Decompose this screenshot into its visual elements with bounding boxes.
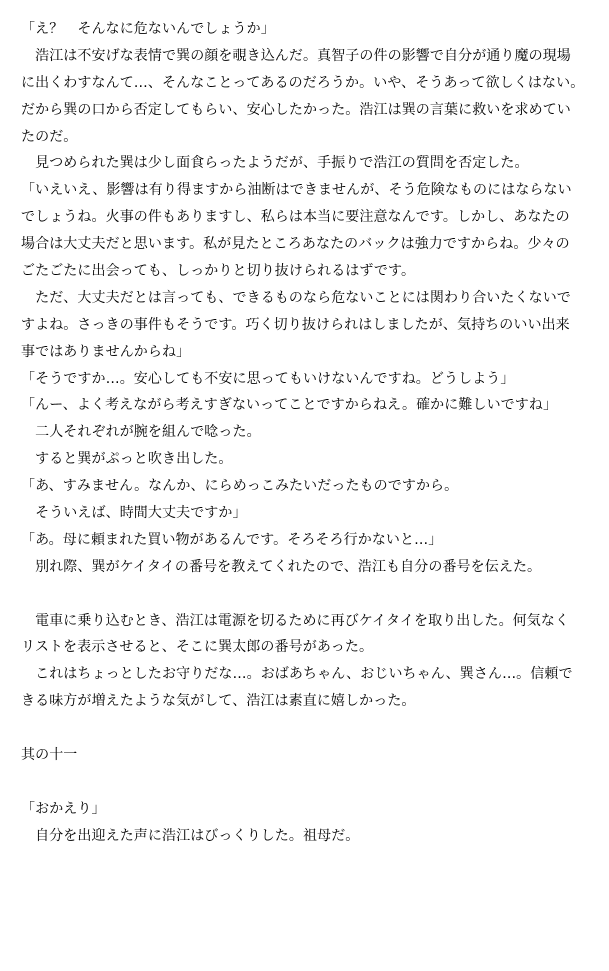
text-line: 場合は大丈夫だと思います。私が見たところあなたのバックは強力ですからね。少々の [21, 236, 570, 253]
text-line: ただ、大丈夫だとは言っても、できるものなら危ないことには関わり合いたくないで [21, 289, 571, 306]
text-line: に出くわすなんて…、そんなことってあるのだろうか。いや、そうあって欲しくはない。 [21, 74, 585, 91]
text-line: 「そうですか…。安心しても不安に思ってもいけないんですね。どうしよう」 [21, 370, 515, 387]
text-line: 電車に乗り込むとき、浩江は電源を切るために再びケイタイを取り出した。何気なく [21, 612, 570, 629]
text-line: 「おかえり」 [21, 800, 106, 817]
text-line: ごたごたに出会っても、しっかりと切り抜けられるはずです。 [21, 263, 416, 280]
text-line: 「あ、すみません。なんか、にらめっこみたいだったものですから。 [21, 478, 459, 495]
text-line: 二人それぞれが腕を組んで唸った。 [21, 424, 261, 441]
text-line: リストを表示させると、そこに巽太郎の番号があった。 [21, 639, 374, 656]
text-line: そういえば、時間大丈夫ですか」 [21, 505, 247, 522]
text-line: すよね。さっきの事件もそうです。巧く切り抜けられはしましたが、気持ちのいい出来 [21, 316, 570, 333]
text-line: 「いえいえ、影響は有り得ますから油断はできませんが、そう危険なものにはならない [21, 182, 572, 199]
text-line: 浩江は不安げな表情で巽の顔を覗き込んだ。真智子の件の影響で自分が通り魔の現場 [21, 47, 571, 64]
text-line: たのだ。 [21, 128, 78, 145]
text-line: これはちょっとしたお守りだな…。おばあちゃん、おじいちゃん、巽さん…。信頼で [21, 666, 573, 683]
blank-line [21, 769, 597, 796]
text-line: でしょうね。火事の件もありますし、私らは本当に要注意なんです。しかし、あなたの [21, 209, 570, 226]
blank-line [21, 715, 597, 742]
text-line: 自分を出迎えた声に浩江はびっくりした。祖母だ。 [21, 827, 360, 844]
text-line: だから巽の口から否定してもらい、安心したかった。浩江は巽の言葉に救いを求めてい [21, 101, 571, 118]
story-text [21, 16, 597, 850]
text-line: 事ではありませんからね」 [21, 343, 191, 360]
text-line: すると巽がぷっと吹き出した。 [21, 451, 233, 468]
chapter-heading: 其の十一 [21, 747, 78, 764]
blank-line [21, 581, 597, 608]
text-line: 「んー、よく考えながら考えすぎないってことですからねえ。確かに難しいですね」 [21, 397, 558, 414]
text-line: 「あ。母に頼まれた買い物があるんです。そろそろ行かないと…」 [21, 531, 443, 548]
text-line: 見つめられた巽は少し面食らったようだが、手振りで浩江の質問を否定した。 [21, 155, 529, 172]
text-line: きる味方が増えたような気がして、浩江は素直に嬉しかった。 [21, 693, 416, 710]
text-line: 別れ際、巽がケイタイの番号を教えてくれたので、浩江も自分の番号を伝えた。 [21, 558, 542, 575]
text-line: 「え？ そんなに危ないんでしょうか」 [21, 21, 275, 37]
